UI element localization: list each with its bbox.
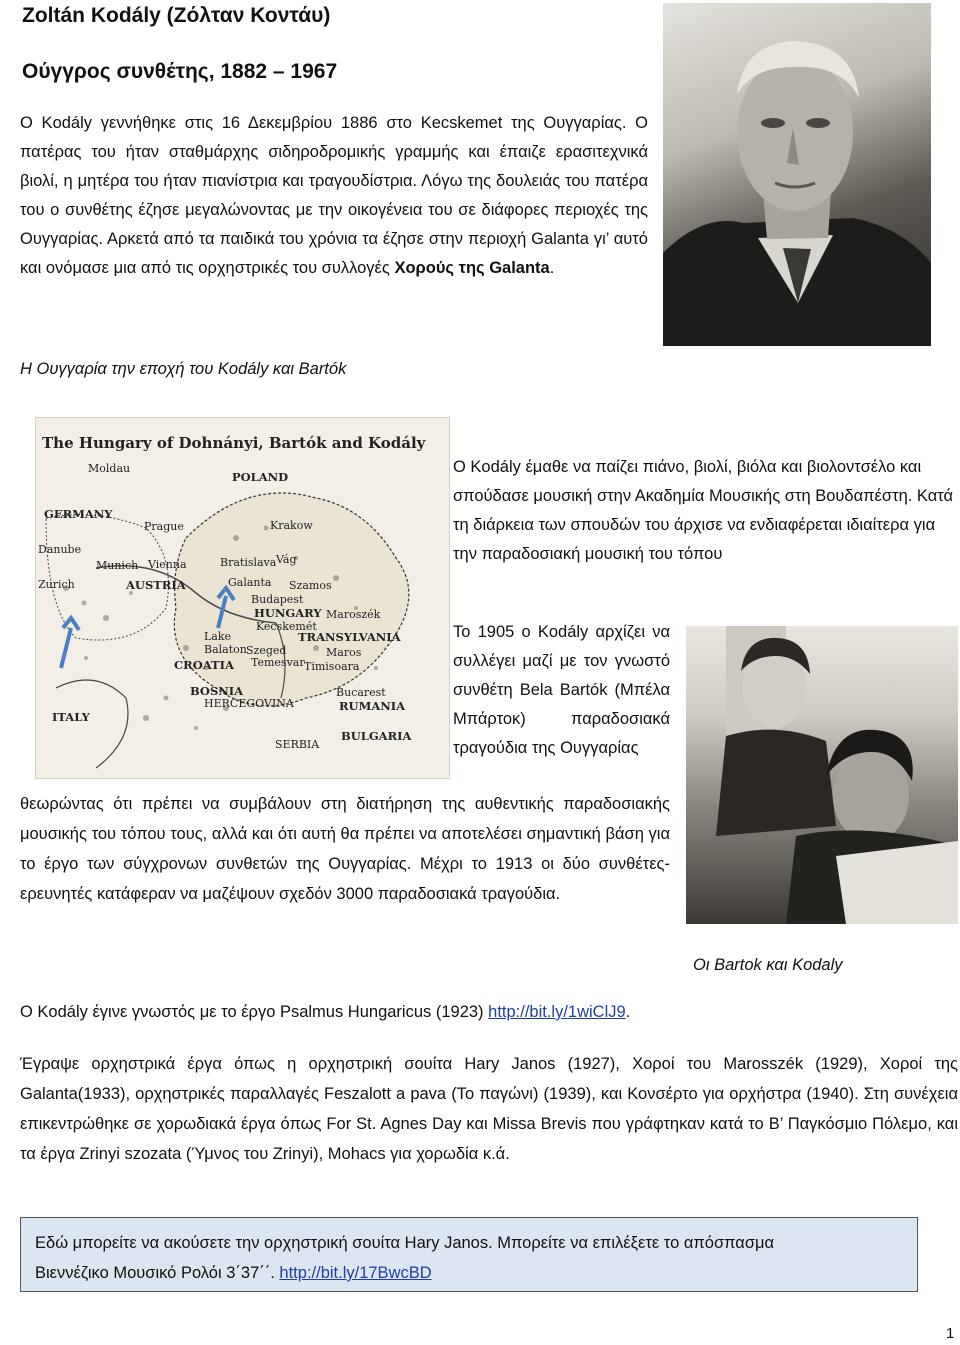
map-label: Danube [38, 543, 82, 556]
intro-paragraph [20, 109, 648, 283]
listen-line-2-text: Βιεννέζικο Μουσικό Ρολόι 3΄37΄΄. [35, 1264, 280, 1282]
psalmus-line [20, 1003, 630, 1022]
hary-janos-link[interactable]: http://bit.ly/17BwcBD [279, 1264, 432, 1282]
map-label: Krakow [270, 519, 313, 532]
map-label: Bratislava [220, 556, 277, 569]
map-label: SERBIA [275, 738, 320, 751]
map-label: Maroszék [326, 608, 381, 621]
map-label: Szeged [246, 644, 287, 657]
map-label: Vág [276, 553, 297, 566]
map-label: Szamos [289, 579, 332, 592]
map-label: ITALY [52, 710, 90, 724]
map-label: Kecskemét [256, 620, 317, 633]
map-title: The Hungary of Dohnányi, Bartók and Kodály [42, 434, 426, 452]
map-label: Budapest [251, 593, 304, 606]
map-label: AUSTRIA [126, 578, 186, 592]
map-label: Prague [144, 520, 184, 533]
bartok-kodaly-photo [686, 626, 958, 924]
map-label: Balaton [204, 643, 247, 656]
bartok-paragraph: Το 1905 ο Kodály αρχίζει να συλλέγει μαζί με τον γνωστό συνθέτη Bela Bartók (Μπέλα Μπάρτοκ) παραδοσιακά τραγούδια της Ουγγαρίας [453, 623, 670, 757]
map-label: RUMANIA [339, 699, 406, 713]
intro-bold-title: Χορούς της Galanta [394, 259, 550, 277]
studies-paragraph: Ο Kodály έμαθε να παίζει πιάνο, βιολί, βιόλα και βιολοντσέλο και σπούδασε μουσική στην Ακαδημία Μουσικής στη Βουδαπέστη. Κατά τη διάρκεια των σπουδών του άρχισε να ενδιαφέρεται ιδιαίτερα για την παραδοσιακή μουσική του τόπου [453, 458, 954, 563]
map-label: GERMANY [44, 507, 113, 521]
page-number: 1 [946, 1325, 955, 1342]
document-title: Zoltán Kodály (Ζόλταν Κοντάυ) [22, 4, 331, 27]
psalmus-end: . [625, 1003, 631, 1021]
photo-caption: Οι Bartok και Kodaly [693, 956, 843, 974]
map-label: Maros [326, 646, 362, 659]
map-label: Vienna [148, 558, 187, 571]
psalmus-text: Ο Kodály έγινε γνωστός με το έργο Psalmus Hungaricus (1923) [20, 1003, 489, 1021]
collection-paragraph: θεωρώντας ότι πρέπει να συμβάλουν στη διατήρηση της αυθεντικής παραδοσιακής μουσικής του τόπου τους, αλλά και ότι αυτή θα πρέπει να αποτελέσει σημαντική βάση για το έργο των σύγχρονων συνθετών της Ουγγαρίας. Μέχρι το 1913 οι δύο συνθέτες-ερευνητές κατάφεραν να μαζέψουν σχεδόν 3000 παραδοσιακά τραγούδια. [20, 795, 670, 903]
document-subtitle: Ούγγρος συνθέτης, 1882 – 1967 [22, 60, 338, 83]
map-label: Zurich [38, 578, 75, 591]
map-label: Timisoara [304, 660, 360, 673]
kodaly-portrait-photo [663, 3, 931, 346]
map-label: Moldau [88, 462, 131, 475]
intro-text: Ο Kodály γεννήθηκε στις 16 Δεκεμβρίου 1886 στο Kecskemet της Ουγγαρίας. Ο πατέρας του ήταν σταθμάρχης σιδηροδρομικής γραμμής και έπαιζε ερασιτεχνικά βιολί, η μητέρα του ήταν πιανίστρια και τραγουδίστρια. Λόγω της δουλειάς του πατέρα του ο συνθέτης έζησε μεγαλώνοντας με την οικογένεια του σε διάφορες περιοχές της Ουγγαρίας. Αρκετά από τα παιδικά του χρόνια τα έζησε στην περιοχή Galanta γι’ αυτό και ονόμασε μια από τις ορχηστρικές του συλλογές [20, 114, 648, 277]
map-label: Bucarest [336, 686, 386, 699]
map-label: TRANSYLVANIA [298, 630, 401, 644]
listen-line-1: Εδώ μπορείτε να ακούσετε την ορχηστρική σουίτα Hary Janos. Μπορείτε να επιλέξετε το απόσπασμα [35, 1234, 775, 1252]
map-label: Galanta [228, 576, 272, 589]
map-label: BOSNIA [190, 684, 244, 698]
map-label: HERCEGOVINA [204, 697, 294, 710]
map-label: BULGARIA [341, 729, 412, 743]
map-label: HUNGARY [254, 606, 322, 620]
hungary-map-image [35, 417, 450, 779]
map-label: CROATIA [174, 658, 234, 672]
map-caption: Η Ουγγαρία την εποχή του Kodály και Bartók [20, 360, 347, 378]
intro-end: . [549, 259, 555, 277]
map-label: POLAND [232, 470, 289, 484]
map-label: Lake [204, 630, 232, 643]
map-label: Munich [96, 559, 139, 572]
listen-box [20, 1217, 918, 1292]
psalmus-link[interactable]: http://bit.ly/1wiClJ9 [488, 1003, 626, 1021]
map-label: Temesvar [251, 656, 305, 669]
works-paragraph: Έγραψε ορχηστρικά έργα όπως η ορχηστρική σουίτα Hary Janos (1927), Χοροί του Marosszék (1929), Χοροί της Galanta(1933), ορχηστρικές παραλλαγές Feszalott a pava (Το παγώνι) (1939), και Κονσέρτο για ορχήστρα (1940). Στη συνέχεια επικεντρώθηκε σε χορωδιακά έργα όπως For St. Agnes Day και Missa Brevis που γράφτηκαν κατά το Β’ Παγκόσμιο Πόλεμο, και τα έργα Zrinyi szozata (Ύμνος του Zrinyi), Mohacs για χορωδία κ.ά. [20, 1055, 958, 1163]
listen-line-2 [35, 1258, 903, 1288]
